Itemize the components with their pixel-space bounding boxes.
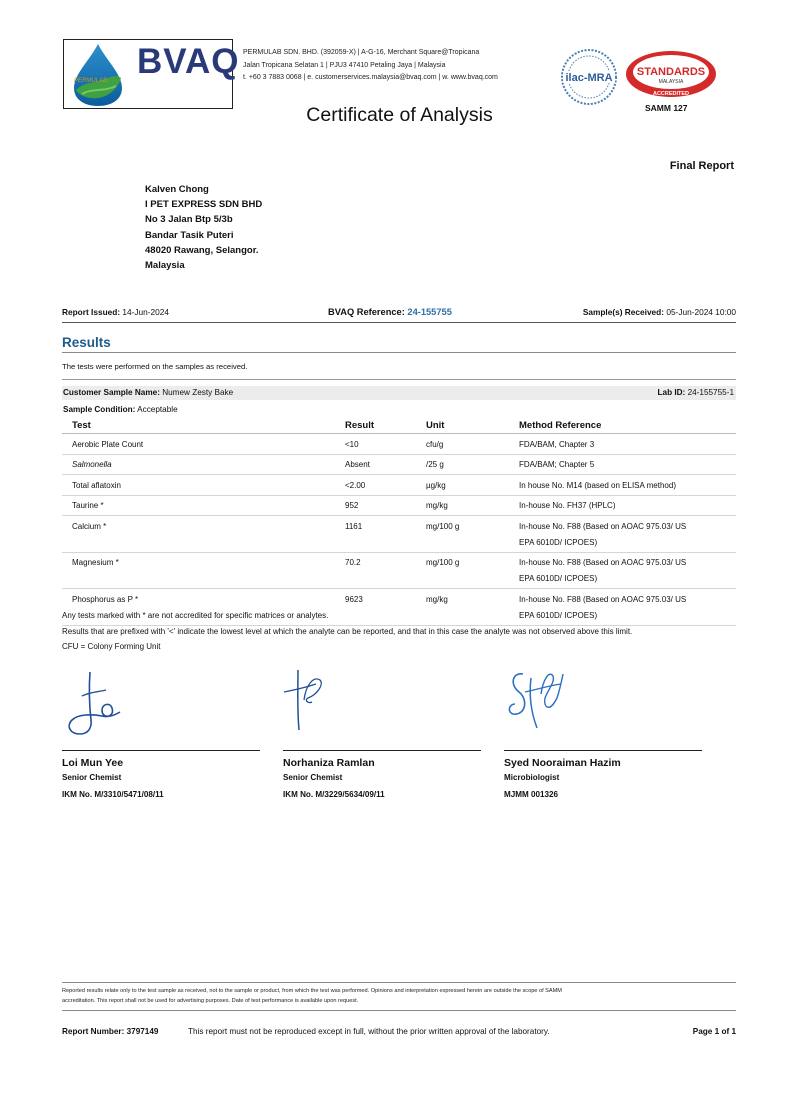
cell-unit: mg/100 g xyxy=(426,552,519,589)
divider xyxy=(62,379,736,380)
ilac-text: ilac-MRA xyxy=(565,72,613,84)
accredited-text: ACCREDITED xyxy=(652,91,690,97)
column-header-result: Result xyxy=(345,417,426,434)
standards-sub-text: MALAYSIA xyxy=(658,79,684,85)
report-issued-label: Report Issued: xyxy=(62,307,121,317)
cell-result: 70.2 xyxy=(345,552,426,589)
standards-malaysia-logo xyxy=(624,50,718,100)
signature-line xyxy=(504,750,702,751)
signatory-block xyxy=(62,756,164,803)
cell-result: 1161 xyxy=(345,516,426,553)
method-line: EPA 6010D/ ICPOES) xyxy=(519,610,598,620)
note-line: Results that are prefixed with '<' indicate the lowest level at which the analyte can be reported, and that in this case the analyte was not observed above this limit. xyxy=(62,626,633,636)
samples-received xyxy=(583,307,736,317)
sample-name-bar xyxy=(62,386,736,400)
table-row xyxy=(62,434,736,455)
bvaq-reference xyxy=(328,307,452,317)
signature-image xyxy=(62,668,132,740)
results-table-body xyxy=(62,434,736,626)
table-row xyxy=(62,552,736,589)
table-row xyxy=(62,516,736,553)
table-row xyxy=(62,475,736,496)
company-line: Jalan Tropicana Selatan 1 | PJU3 47410 Petaling Jaya | Malaysia xyxy=(243,61,446,69)
company-info xyxy=(243,47,498,85)
results-table xyxy=(62,417,736,626)
table-row xyxy=(62,495,736,516)
page-title: Certificate of Analysis xyxy=(306,104,493,126)
samples-received-label: Sample(s) Received: xyxy=(582,307,665,317)
sample-name-value: Numew Zesty Bake xyxy=(162,388,234,397)
signatory-name: Syed Nooraiman Hazim xyxy=(504,757,621,769)
report-issued xyxy=(62,307,169,317)
cell-test: Total aflatoxin xyxy=(62,475,345,496)
method-line: In house No. M14 (based on ELISA method) xyxy=(519,480,676,490)
cell-test: Magnesium * xyxy=(62,552,345,589)
lab-id-label: Lab ID: xyxy=(657,388,686,397)
cell-method xyxy=(519,434,736,455)
cell-result: 952 xyxy=(345,495,426,516)
cell-unit: mg/kg xyxy=(426,495,519,516)
note-line: CFU = Colony Forming Unit xyxy=(62,642,161,651)
cell-result: <2.00 xyxy=(345,475,426,496)
signatory-role: Senior Chemist xyxy=(62,773,122,782)
method-line: EPA 6010D/ ICPOES) xyxy=(519,537,598,547)
signature-line xyxy=(283,750,481,751)
cell-test: Taurine * xyxy=(62,495,345,516)
logo-sub-text: PERMULAB xyxy=(74,78,108,84)
logo-text: BVAQ xyxy=(137,42,240,81)
address-line: No 3 Jalan Btp 5/3b xyxy=(145,214,233,226)
note-line: Any tests marked with * are not accredited for specific matrices or analytes. xyxy=(62,611,329,620)
tests-note: The tests were performed on the samples as received. xyxy=(62,362,248,371)
sample-name xyxy=(63,388,233,397)
signatory-role: Senior Chemist xyxy=(283,773,343,782)
address-line: Malaysia xyxy=(145,260,185,272)
signatory-number: IKM No. M/3229/5634/09/11 xyxy=(283,789,385,799)
bvaq-reference-label: BVAQ Reference: xyxy=(328,307,405,317)
final-report-label: Final Report xyxy=(669,160,734,172)
column-header-method: Method Reference xyxy=(519,417,736,434)
method-line: In-house No. FH37 (HPLC) xyxy=(519,501,616,510)
samm-number: SAMM 127 xyxy=(645,103,688,113)
method-line: FDA/BAM; Chapter 5 xyxy=(519,460,595,469)
signatory-role: Microbiologist xyxy=(504,773,560,782)
sample-condition-value: Acceptable xyxy=(137,405,178,414)
cell-unit: cfu/g xyxy=(426,434,519,455)
report-issued-value: 14-Jun-2024 xyxy=(122,307,169,317)
sample-name-label: Customer Sample Name: xyxy=(63,388,160,397)
divider xyxy=(62,322,736,323)
address-line: 48020 Rawang, Selangor. xyxy=(145,244,259,256)
cell-result: Absent xyxy=(345,454,426,475)
cell-test: Calcium * xyxy=(62,516,345,553)
method-line: In-house No. F88 (Based on AOAC 975.03/ US xyxy=(519,558,687,567)
method-line: FDA/BAM, Chapter 3 xyxy=(519,439,595,449)
divider xyxy=(62,982,736,983)
cell-result: 9623 xyxy=(345,589,426,626)
lab-id-value: 24-155755-1 xyxy=(687,388,734,397)
cell-method xyxy=(519,516,736,553)
ilac-mra-logo xyxy=(560,48,618,106)
copy-note: This report must not be reproduced except in full, without the prior written approval of the laboratory. xyxy=(188,1027,550,1036)
bvaq-reference-value: 24-155755 xyxy=(407,307,452,317)
cell-test: Phosphorus as P * xyxy=(62,589,345,626)
cell-unit: mg/kg xyxy=(426,589,519,626)
method-line: In-house No. F88 (Based on AOAC 975.03/ US xyxy=(519,521,687,531)
cell-test: Aerobic Plate Count xyxy=(62,434,345,455)
disclaimer-line: Reported results relate only to the test sample as received, not to the sample or product, from which the test was performed. Opinions and interpretation expressed herein are outside the scope of SAMM xyxy=(62,988,562,994)
results-heading: Results xyxy=(62,335,111,350)
signature-image xyxy=(505,664,567,738)
samples-received-value: 05-Jun-2024 10:00 xyxy=(666,307,736,317)
address-line: Kalven Chong xyxy=(145,184,209,195)
method-line: In-house No. F88 (Based on AOAC 975.03/ US xyxy=(519,594,687,604)
column-header-unit: Unit xyxy=(426,417,519,434)
cell-unit: mg/100 g xyxy=(426,516,519,553)
sample-condition-label: Sample Condition: xyxy=(63,405,136,414)
cell-method xyxy=(519,495,736,516)
lab-id xyxy=(658,388,734,397)
table-row xyxy=(62,454,736,475)
cell-method xyxy=(519,475,736,496)
cell-unit: /25 g xyxy=(426,454,519,475)
address-line: Bandar Tasik Puteri xyxy=(145,229,234,241)
report-number: Report Number: 3797149 xyxy=(62,1027,159,1036)
cell-unit: µg/kg xyxy=(426,475,519,496)
signatory-number: MJMM 001326 xyxy=(504,789,558,799)
signatory-block xyxy=(504,756,621,803)
signature-image xyxy=(282,664,328,734)
cell-result: <10 xyxy=(345,434,426,455)
page-number: Page 1 of 1 xyxy=(692,1027,736,1036)
standards-text: STANDARDS xyxy=(636,66,706,78)
company-line: t. +60 3 7883 0068 | e. customerservices.malaysia@bvaq.com | w. www.bvaq.com xyxy=(243,74,498,81)
address-line: I PET EXPRESS SDN BHD xyxy=(145,199,263,211)
column-header-test: Test xyxy=(62,417,345,434)
divider xyxy=(62,352,736,353)
cell-method xyxy=(519,552,736,589)
sample-condition xyxy=(63,405,178,414)
cell-method xyxy=(519,454,736,475)
disclaimer-line: accreditation. This report shall not be used for advertising purposes. Date of test performance is available upon request. xyxy=(62,998,359,1004)
signatory-block xyxy=(283,756,385,803)
signatory-number: IKM No. M/3310/5471/08/11 xyxy=(62,789,164,799)
signature-line xyxy=(62,750,260,751)
signatory-name: Norhaniza Ramlan xyxy=(283,757,375,769)
notes xyxy=(62,608,632,655)
disclaimer xyxy=(62,986,736,1006)
water-drop-icon xyxy=(68,42,128,108)
method-line: EPA 6010D/ ICPOES) xyxy=(519,574,598,583)
bvaq-logo xyxy=(63,39,240,109)
signatory-name: Loi Mun Yee xyxy=(62,757,124,769)
company-line: PERMULAB SDN. BHD. (392059-X) | A-G-16, Merchant Square@Tropicana xyxy=(243,49,480,56)
cell-test: Salmonella xyxy=(62,454,345,475)
table-header-row xyxy=(62,417,736,434)
divider xyxy=(62,1010,736,1011)
customer-address xyxy=(145,182,262,273)
